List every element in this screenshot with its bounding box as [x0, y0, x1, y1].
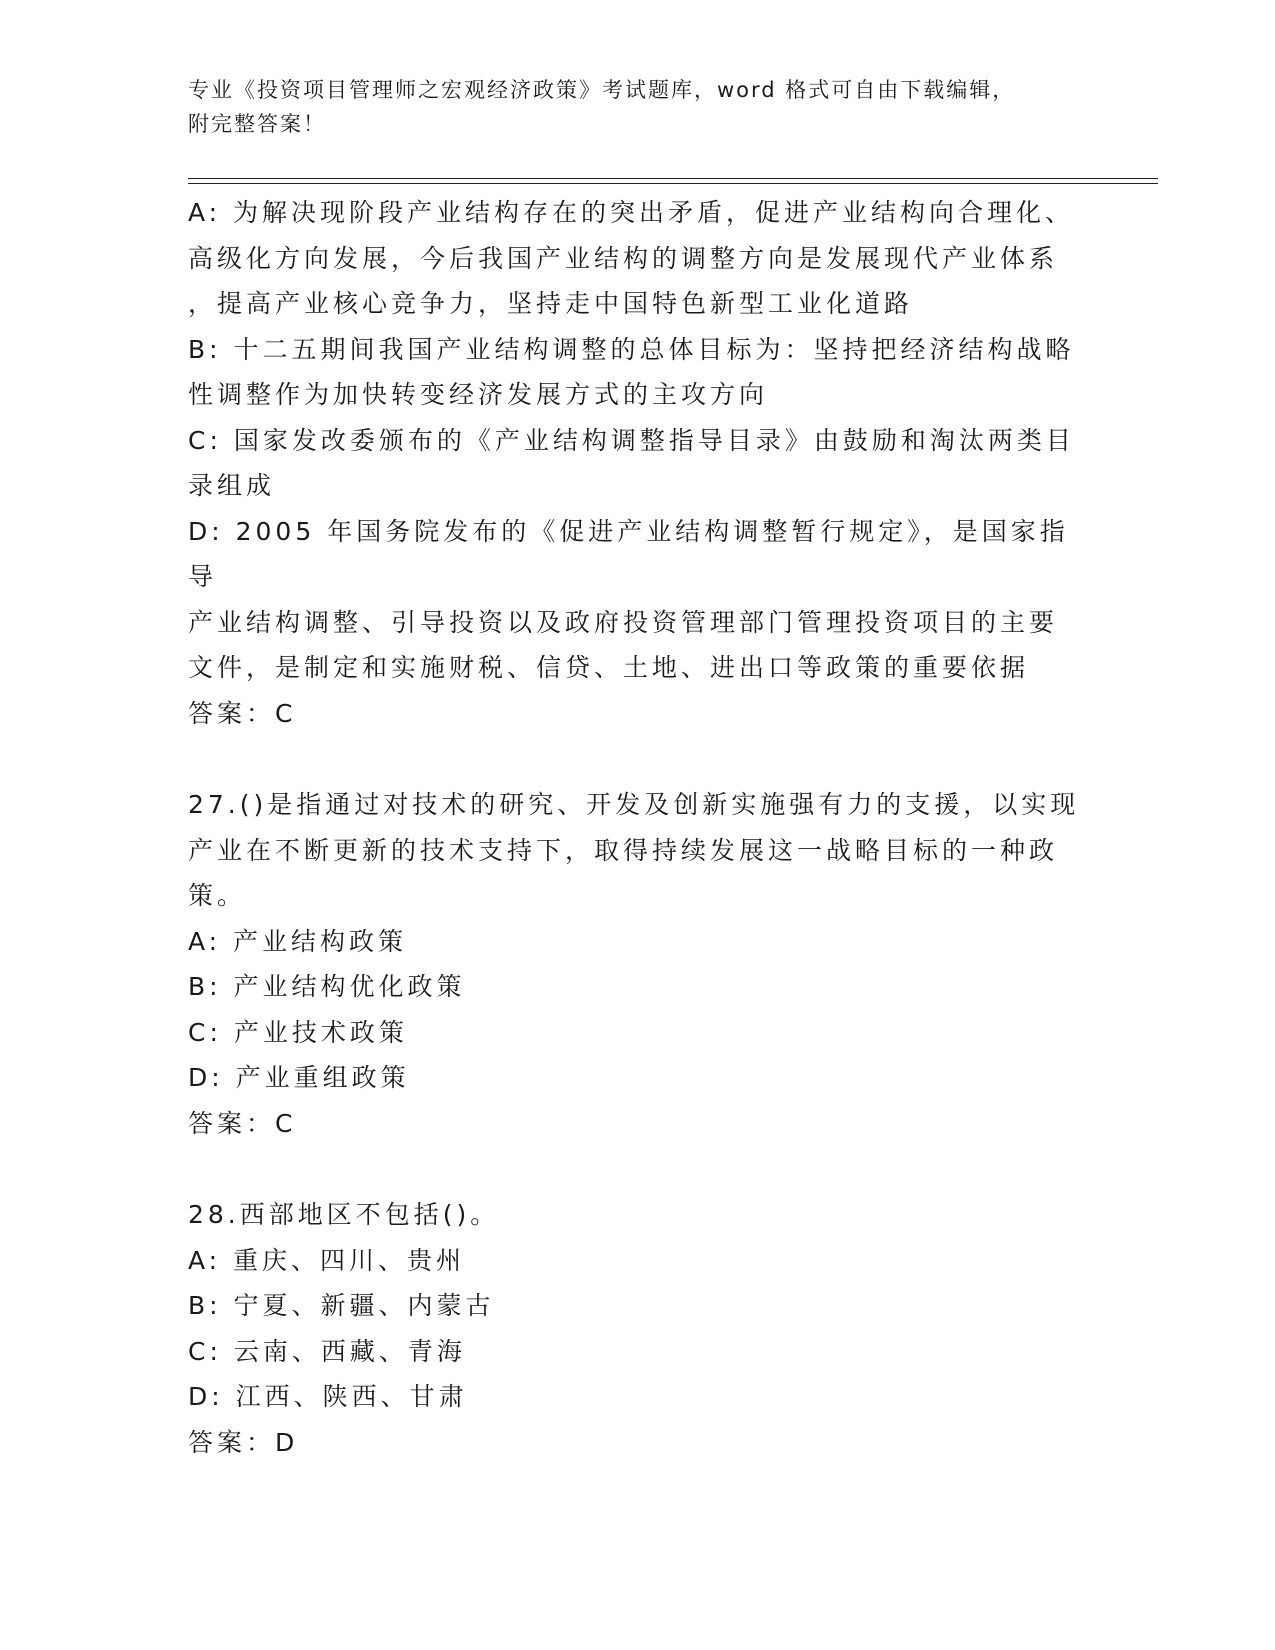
- q26-option-b-line-1: B: 十二五期间我国产业结构调整的总体目标为：坚持把经济结构战略: [188, 334, 1075, 364]
- q28-option-b: B: 宁夏、新疆、内蒙古: [188, 1291, 495, 1320]
- q26-option-a-line-1: A: 为解决现阶段产业结构存在的突出矛盾，促进产业结构向合理化、: [188, 198, 1075, 227]
- header-divider-top: [188, 178, 1158, 179]
- q26-answer: 答案：C: [188, 698, 297, 728]
- q27-stem-line-1: 27.()是指通过对技术的研究、开发及创新实施强有力的支援，以实现: [188, 790, 1080, 819]
- q27-option-c: C: 产业技术政策: [188, 1017, 408, 1047]
- page-header: [188, 73, 1088, 141]
- q26-option-a-line-2: 高级化方向发展，今后我国产业结构的调整方向是发展现代产业体系: [188, 243, 1059, 273]
- q27-option-a: A: 产业结构政策: [188, 926, 408, 956]
- q27-stem-line-3: 策。: [188, 881, 247, 910]
- q28-answer: 答案：D: [188, 1427, 299, 1457]
- question-26: [188, 190, 1088, 736]
- q26-option-d-line-2: 产业结构调整、引导投资以及政府投资管理部门管理投资项目的主要: [188, 607, 1059, 637]
- question-content: [188, 190, 1088, 1465]
- q26-option-c-line-1: C: 国家发改委颁布的《产业结构调整指导目录》由鼓励和淘汰两类目: [188, 425, 1075, 455]
- q26-option-c-line-2: 录组成: [188, 471, 276, 500]
- q27-option-b: B: 产业结构优化政策: [188, 972, 466, 1001]
- q27-stem-line-2: 产业在不断更新的技术支持下，取得持续发展这一战略目标的一种政: [188, 835, 1059, 865]
- question-28: [188, 1192, 1088, 1465]
- header-line-2: 附完整答案！: [188, 112, 326, 136]
- spacer: [188, 736, 1088, 782]
- q28-option-c: C: 云南、西藏、青海: [188, 1336, 466, 1366]
- q26-option-a-line-3: ，提高产业核心竞争力，坚持走中国特色新型工业化道路: [188, 289, 914, 318]
- question-27: [188, 782, 1088, 1146]
- spacer: [188, 1146, 1088, 1192]
- q26-option-d-line-3: 文件，是制定和实施财税、信贷、土地、进出口等政策的重要依据: [188, 653, 1030, 682]
- q26-option-b-line-2: 性调整作为加快转变经济发展方式的主攻方向: [188, 380, 769, 409]
- q28-stem: 28.西部地区不包括()。: [188, 1200, 500, 1229]
- header-divider-bottom: [188, 183, 1158, 184]
- q27-answer: 答案：C: [188, 1108, 297, 1138]
- q28-option-a: A: 重庆、四川、贵州: [188, 1245, 466, 1275]
- q27-option-d: D: 产业重组政策: [188, 1063, 410, 1092]
- header-line-1: 专业《投资项目管理师之宏观经济政策》考试题库，word 格式可自由下载编辑，: [188, 78, 1016, 102]
- q28-option-d: D: 江西、陕西、甘肃: [188, 1382, 468, 1411]
- q26-option-d-line-1: D: 2005 年国务院发布的《促进产业结构调整暂行规定》，是国家指导: [188, 516, 1069, 591]
